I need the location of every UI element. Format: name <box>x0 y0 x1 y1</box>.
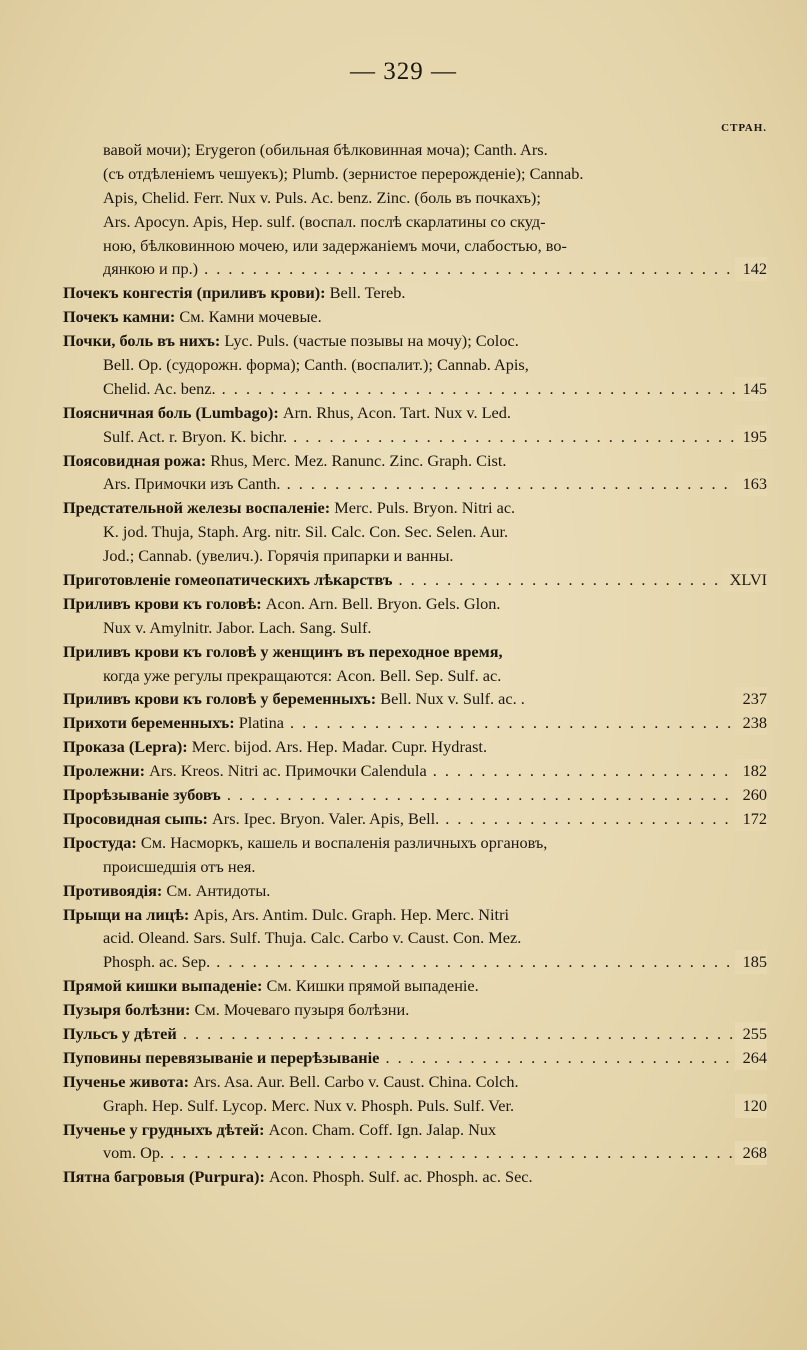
entry-text: Phosph. ac. Sep. . . . <box>103 952 767 971</box>
index-entry <box>63 568 767 592</box>
entry-text: Пузыря болѣзни: См. Мочеваго пузыря болѣзни. <box>63 1000 410 1020</box>
entry-text: Пученье у грудныхъ дѣтей: Acon. Cham. Coff. Ign. Jalap. Nux <box>63 1119 497 1139</box>
index-entry <box>63 998 767 1022</box>
page-reference: 260 <box>735 783 767 807</box>
entry-text: Противоядія: См. Антидоты. <box>63 880 271 900</box>
index-entry <box>63 735 767 759</box>
index-entry-continuation <box>63 926 767 950</box>
index-entry-continuation <box>63 377 767 401</box>
page-reference: 185 <box>735 950 767 974</box>
index-entry-continuation <box>63 664 767 688</box>
index-entry <box>63 759 767 783</box>
entry-text: Поясничная боль (Lumbago): Arn. Rhus, Acon. Tart. Nux v. Led. <box>63 402 511 422</box>
page-reference: 172 <box>735 807 767 831</box>
entry-text: Пятна багровыя (Purpura): Acon. Phosph. Sulf. ac. Phosph. ac. Sec. <box>63 1167 533 1187</box>
entry-text: Пученье живота: Ars. Asa. Aur. Bell. Carbo v. Caust. China. Colch. <box>63 1071 519 1091</box>
entry-text: вавой мочи); Erygeron (обильная бѣлковинная моча); Canth. Ars. <box>103 140 548 159</box>
entry-text: Поясовидная рожа: Rhus, Merc. Mez. Ranunc. Zinc. Graph. Cist. <box>63 450 507 470</box>
page-reference: 255 <box>735 1022 767 1046</box>
index-entry <box>63 974 767 998</box>
entry-text: Почекъ камни: См. Камни мочевые. <box>63 307 322 327</box>
index-entry <box>63 879 767 903</box>
page-reference: 264 <box>735 1046 767 1070</box>
entry-text: Graph. Hep. Sulf. Lycop. Merc. Nux v. Phosph. Puls. Sulf. Ver. <box>103 1095 515 1115</box>
entry-text: Ars. Apocyn. Apis, Hep. sulf. (воспал. послѣ скарлатины со скуд- <box>103 211 546 231</box>
entry-text: Просовидная сыпь: Ars. Ipec. Bryon. Valer. Apis, Bell. . . . <box>63 809 767 828</box>
entry-text: Прорѣзываніе зубовъ . . . <box>63 785 767 804</box>
entry-text: Проказа (Lepra): Merc. bijod. Ars. Hep. Madar. Cupr. Hydrast. <box>63 737 488 757</box>
page-reference: 268 <box>735 1141 767 1165</box>
page-reference: 163 <box>735 472 767 496</box>
index-entry-continuation <box>63 353 767 377</box>
entry-text: Прихоти беременныхъ: Platina . . . <box>63 713 767 732</box>
page-reference: 237 <box>735 687 767 711</box>
index-entry-continuation <box>63 257 767 281</box>
index-entry <box>63 807 767 831</box>
index-entry <box>63 640 767 664</box>
page-reference: 145 <box>735 377 767 401</box>
index-entry <box>63 449 767 473</box>
index-entry <box>63 305 767 329</box>
index-entry-continuation <box>63 616 767 640</box>
entry-text: Прямой кишки выпаденіе: См. Кишки прямой выпаденіе. <box>63 976 479 996</box>
page-reference: 195 <box>735 425 767 449</box>
index-entry <box>63 281 767 305</box>
index-entry-continuation <box>63 234 767 258</box>
page-reference: 238 <box>735 711 767 735</box>
entry-text: Nux v. Amylnitr. Jabor. Lach. Sang. Sulf. <box>103 617 372 637</box>
index-entry <box>63 1118 767 1142</box>
index-entry <box>63 496 767 520</box>
index-entry <box>63 329 767 353</box>
entry-text: Приливъ крови къ головѣ: Acon. Arn. Bell. Bryon. Gels. Glon. <box>63 593 501 613</box>
entry-text: Sulf. Act. r. Bryon. K. bichr. . . . <box>103 427 767 446</box>
index-entry-continuation <box>63 162 767 186</box>
index-entry-continuation <box>63 1094 767 1118</box>
entry-text: Почекъ конгестія (приливъ крови): Bell. Tereb. <box>63 283 406 303</box>
entry-text: когда уже регулы прекращаются: Acon. Bell. Sep. Sulf. ac. <box>103 665 502 685</box>
index-entry-continuation <box>63 472 767 496</box>
entry-text: Прыщи на лицѣ: Apis, Ars. Antim. Dulc. Graph. Hep. Merc. Nitri <box>63 904 510 924</box>
entry-text: Приливъ крови къ головѣ у беременныхъ: Bell. Nux v. Sulf. ac. . <box>63 689 525 709</box>
page-reference: 182 <box>735 759 767 783</box>
entry-text: Bell. Op. (судорожн. форма); Canth. (воспалит.); Cannab. Apis, <box>103 355 529 375</box>
index-entry <box>63 401 767 425</box>
entry-text: acid. Oleand. Sars. Sulf. Thuja. Calc. Carbo v. Caust. Con. Mez. <box>103 928 522 948</box>
index-entry-continuation <box>63 210 767 234</box>
index-entry <box>63 687 767 711</box>
page-number: — 329 — <box>350 58 457 85</box>
entry-text: Chelid. Ac. benz. . . . <box>103 379 767 398</box>
index-entry <box>63 783 767 807</box>
entry-text: Простуда: См. Насморкъ, кашель и воспаленія различныхъ органовъ, <box>63 832 548 852</box>
entry-text: Приготовленіе гомеопатическихъ лѣкарствъ . . . <box>63 570 767 589</box>
entry-text: vom. Op. . . . <box>103 1143 767 1162</box>
entry-text: Предстательной железы воспаленіе: Merc. Puls. Bryon. Nitri ac. <box>63 498 516 518</box>
index-entry-continuation <box>63 138 767 162</box>
entry-text: Приливъ крови къ головѣ у женщинъ въ переходное время, <box>63 641 503 661</box>
index-entry-continuation <box>63 520 767 544</box>
index-entry-continuation <box>63 544 767 568</box>
entry-text: Пролежни: Ars. Kreos. Nitri ac. Примочки Calendula . . . <box>63 761 767 780</box>
entry-text: дянкою и пр.) . . . <box>103 259 767 278</box>
index-entry-continuation <box>63 1141 767 1165</box>
index-entry <box>63 711 767 735</box>
index-entry <box>63 903 767 927</box>
index-entry-continuation <box>63 425 767 449</box>
entry-text: происшедшія отъ нея. <box>103 856 256 876</box>
index-entry-continuation <box>63 950 767 974</box>
entry-text: Jod.; Cannab. (увелич.). Горячія припарки и ванны. <box>103 546 454 566</box>
index-entry <box>63 1022 767 1046</box>
page-reference: 142 <box>735 257 767 281</box>
column-header: СТРАН. <box>721 122 767 134</box>
entry-text: Ars. Примочки изъ Canth. . . . <box>103 474 767 493</box>
index-entry-continuation <box>63 186 767 210</box>
index-entries <box>63 138 767 1189</box>
entry-text: K. jod. Thuja, Staph. Arg. nitr. Sil. Calc. Con. Sec. Selen. Aur. <box>103 522 509 542</box>
page-reference: XLVI <box>722 568 767 592</box>
index-entry <box>63 1070 767 1094</box>
entry-text: Почки, боль въ нихъ: Lyc. Puls. (частые позывы на мочу); Coloc. <box>63 331 519 351</box>
index-entry <box>63 1165 767 1189</box>
index-entry-continuation <box>63 855 767 879</box>
page-reference: 120 <box>735 1094 767 1118</box>
entry-text: Apis, Chelid. Ferr. Nux v. Puls. Ac. benz. Zinc. (боль въ почкахъ); <box>103 187 541 207</box>
index-entry <box>63 831 767 855</box>
index-entry <box>63 1046 767 1070</box>
entry-text: Пуповины перевязываніе и перерѣзываніе . . . <box>63 1048 767 1067</box>
entry-text: ною, бѣлковинною мочею, или задержаніемъ мочи, слабостью, во- <box>103 235 567 255</box>
index-entry <box>63 592 767 616</box>
entry-text: Пульсъ у дѣтей . . . <box>63 1024 767 1043</box>
entry-text: (съ отдѣленіемъ чешуекъ); Plumb. (зернистое перерожденіе); Cannab. <box>103 163 584 183</box>
